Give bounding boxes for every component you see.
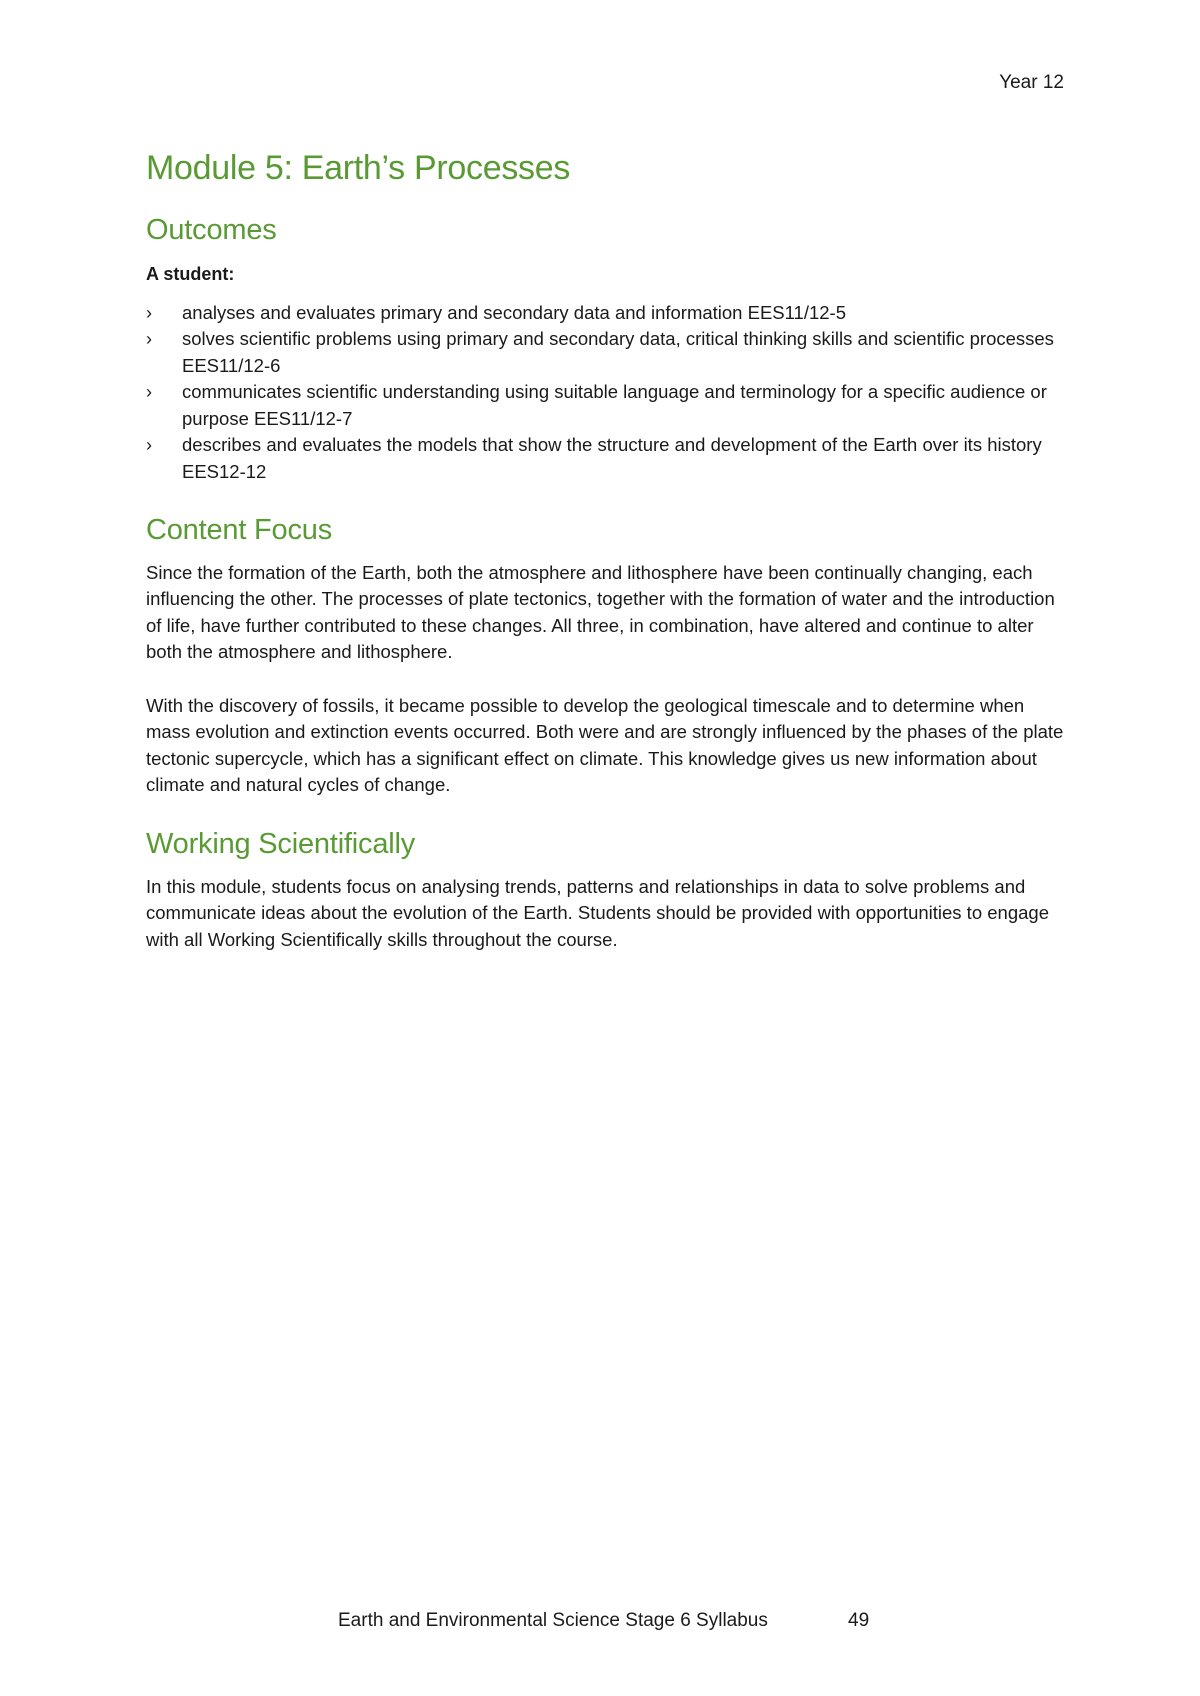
bullet-marker: › <box>146 435 152 456</box>
bullet-marker: › <box>146 329 152 350</box>
footer-document-title: Earth and Environmental Science Stage 6 Syllabus <box>338 1610 768 1631</box>
outcome-item <box>146 326 1066 379</box>
bullet-marker: › <box>146 382 152 403</box>
outcome-text: analyses and evaluates primary and secondary data and information EES11/12-5 <box>182 301 847 323</box>
outcome-item <box>146 300 1066 327</box>
working-scientifically-heading: Working Scientifically <box>146 827 416 860</box>
content-focus-heading: Content Focus <box>146 514 332 547</box>
content-focus-paragraph: With the discovery of fossils, it became possible to develop the geological timescale and to determine when mass evolution and extinction events occurred. Both were and are strongly influenced by the phases of the plate tectonic supercycle, which has a significant effect on climate. This knowledge gives us new information about climate and natural cycles of change. <box>146 694 1064 796</box>
outcome-text: communicates scientific understanding using suitable language and terminology for a specific audience or purpose EES11/12-7 <box>182 381 1047 429</box>
page-content <box>146 140 1066 953</box>
working-scientifically-paragraph: In this module, students focus on analysing trends, patterns and relationships in data to solve problems and communicate ideas about the evolution of the Earth. Students should be provided with opportunities to engage with all Working Scientifically skills throughout the course. <box>146 875 1049 950</box>
page-footer <box>338 1610 870 1632</box>
module-title: Module 5: Earth’s Processes <box>146 149 571 187</box>
footer-page-number: 49 <box>848 1610 870 1631</box>
outcomes-list <box>146 300 1066 486</box>
outcome-item <box>146 432 1066 485</box>
bullet-marker: › <box>146 302 152 323</box>
running-header-year: Year 12 <box>999 72 1064 93</box>
outcome-text: describes and evaluates the models that show the structure and development of the Earth over its history EES12-12 <box>182 434 1042 482</box>
outcomes-heading: Outcomes <box>146 213 277 246</box>
content-focus-paragraph: Since the formation of the Earth, both the atmosphere and lithosphere have been continually changing, each influencing the other. The processes of plate tectonics, together with the formation of water and the introduction of life, have further contributed to these changes. All three, in combination, have altered and continue to alter both the atmosphere and lithosphere. <box>146 561 1055 663</box>
outcome-text: solves scientific problems using primary and secondary data, critical thinking skills and scientific processes EES11/12-6 <box>182 328 1054 376</box>
outcomes-intro: A student: <box>146 263 235 284</box>
outcome-item <box>146 379 1066 432</box>
